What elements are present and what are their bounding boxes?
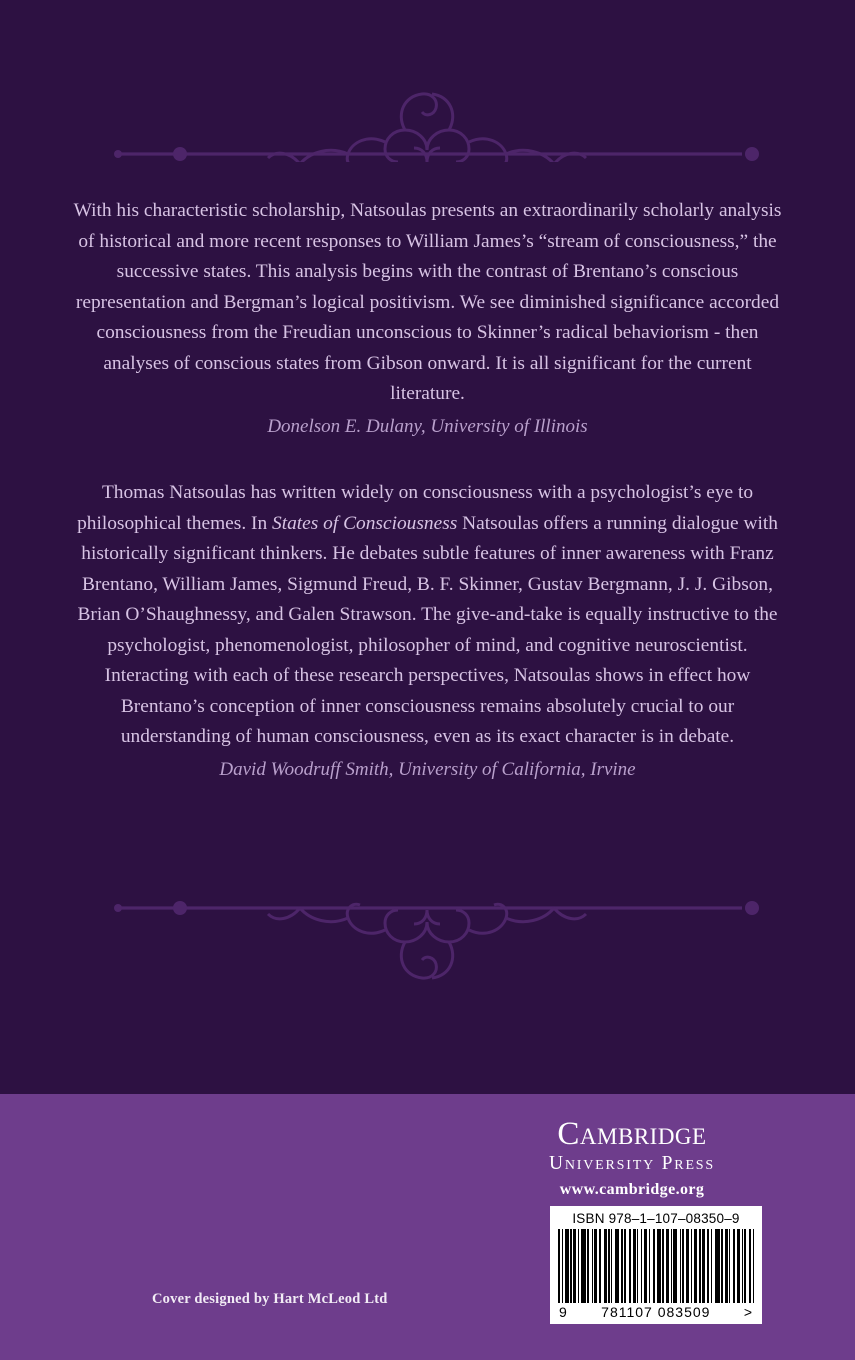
publisher-name: Cambridge — [557, 1116, 707, 1152]
publisher-subtitle: University Press — [549, 1153, 715, 1174]
ornament-top — [0, 72, 855, 162]
blurb-2-text-part2: Natsoulas offers a running dialogue with historically significant thinkers. He debates subtle features of inner awareness with Franz Brentano, William James, Sigmund Freud, B. F. Skinner, Gustav Bergmann, J. J. Gibson, Brian O’Shaughnessy, and Galen Strawson. The give-and-take is equally instructive to the psychologist, phenomenologist, philosopher of mind, and cognitive neuroscientist. Interacting with each of these research perspectives, Natsoulas shows in effect how Brentano’s conception of inner consciousness remains absolutely crucial to our understanding of human consciousness, even as its exact character is in debate. — [77, 512, 778, 747]
barcode-digit-main: 781107 083509 — [601, 1304, 711, 1320]
blurb-1-text: With his characteristic scholarship, Natsoulas presents an extraordinarily scholarly analysis of historical and more recent responses to William James’s “stream of consciousness,” the successive states. This analysis begins with the contrast of Brentano’s conscious representation and Bergman’s logical positivism. We see diminished significance accorded consciousness from the Freudian unconscious to Skinner’s radical behaviorism - then analyses of conscious states from Gibson onward. It is all significant for the current literature. — [73, 200, 782, 404]
cover-footer-panel — [0, 1094, 855, 1360]
blurb-2-book-title: States of Consciousness — [272, 512, 458, 534]
ornament-bottom — [0, 890, 855, 980]
blurb-2-text-part1: Thomas Natsoulas has written widely on consciousness with a psychologist’s eye to philosophical themes. In — [77, 482, 754, 534]
blurb-1 — [70, 196, 785, 442]
barcode-digit-left: 9 — [559, 1304, 568, 1320]
blurb-2 — [70, 478, 785, 785]
blurb-1-attribution: Donelson E. Dulany, University of Illinois — [267, 415, 588, 437]
publisher-url[interactable]: www.cambridge.org — [559, 1181, 705, 1198]
blurb-container — [70, 196, 785, 811]
isbn-label: ISBN 978–1–107–08350–9 — [572, 1211, 740, 1226]
publisher-logo — [487, 1116, 777, 1199]
barcode-digit-right: > — [743, 1304, 753, 1320]
isbn-barcode — [550, 1206, 762, 1324]
barcode-bars — [558, 1229, 754, 1303]
blurb-2-attribution: David Woodruff Smith, University of California, Irvine — [219, 758, 636, 780]
barcode-digits — [558, 1304, 754, 1320]
cover-designer-credit: Cover designed by Hart McLeod Ltd — [152, 1291, 388, 1307]
blurb-2-text — [70, 478, 785, 753]
